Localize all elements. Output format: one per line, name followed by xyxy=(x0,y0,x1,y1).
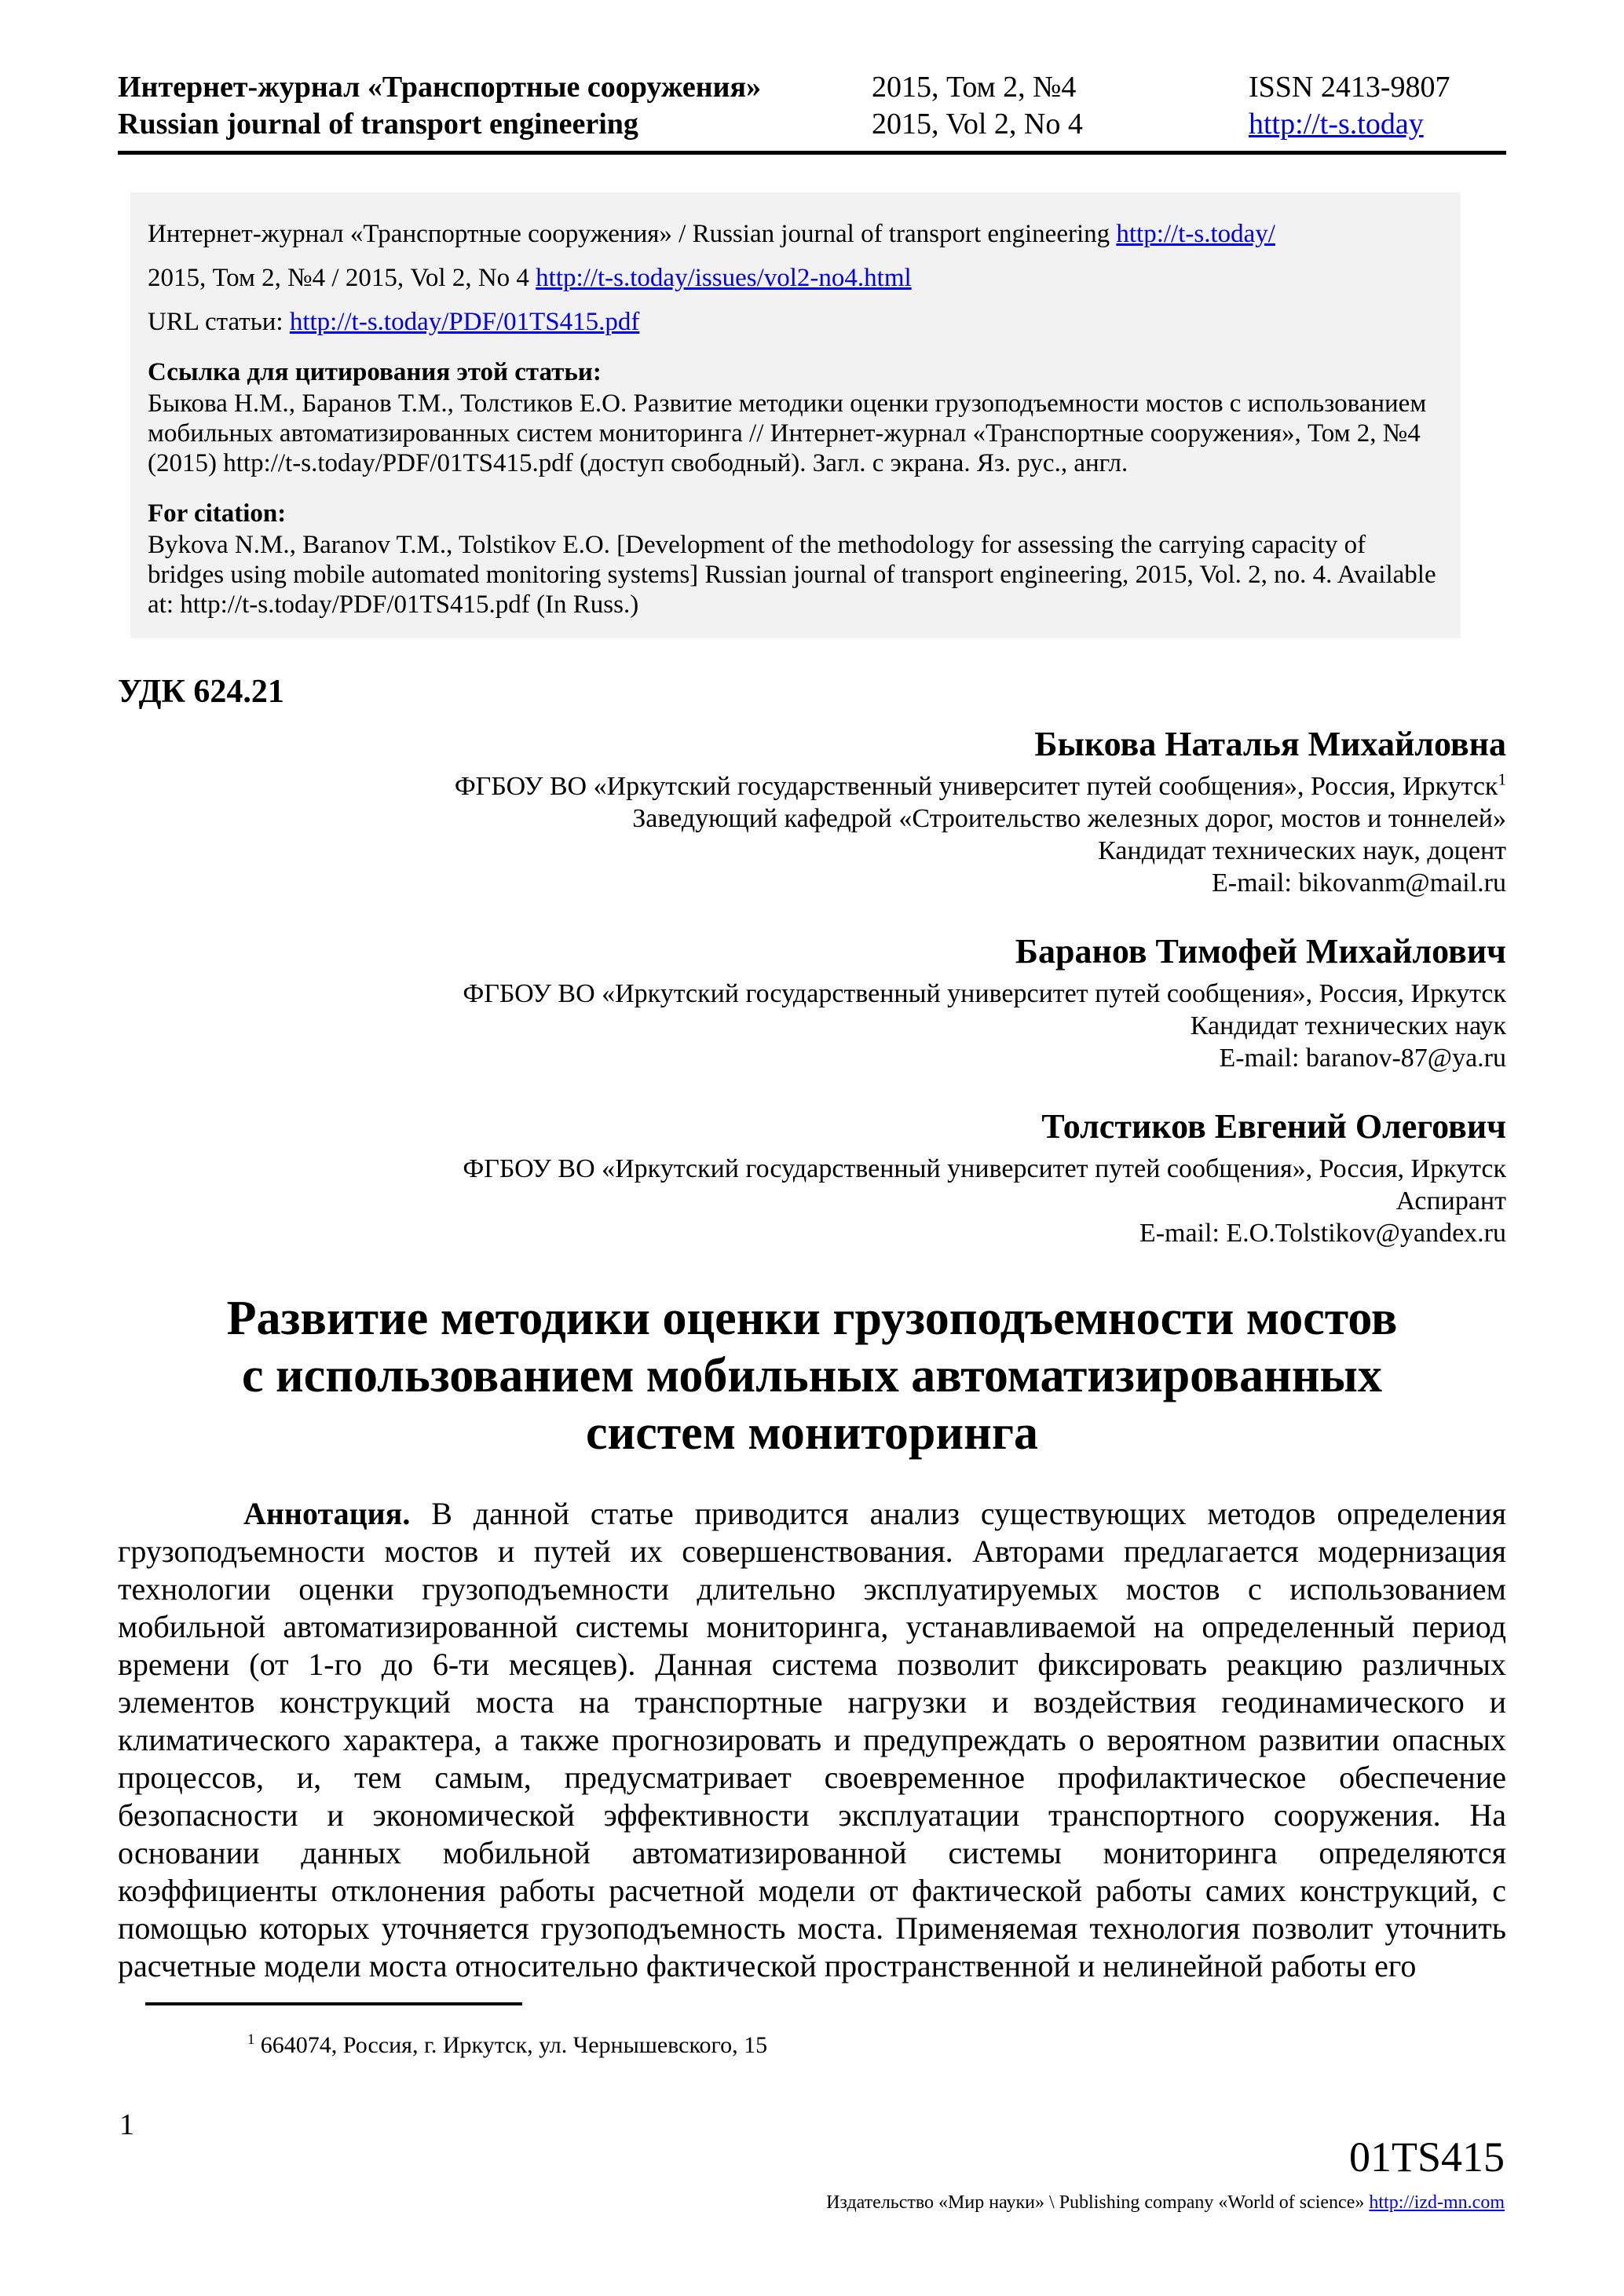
article-title-line-3: систем мониторинга xyxy=(585,1406,1039,1460)
article-title-line-1: Развитие методики оценки грузоподъемности мостов xyxy=(226,1292,1398,1345)
issn-number: ISSN 2413-9807 xyxy=(1249,71,1450,104)
author-3-email: E-mail: E.O.Tolstikov@yandex.ru xyxy=(1139,1219,1506,1248)
page-number: 1 xyxy=(119,2108,134,2141)
publisher-line xyxy=(826,2192,1505,2214)
journal-title-en: Russian journal of transport engineering xyxy=(118,108,638,141)
ru-citation-paragraph: Быкова Н.М., Баранов Т.М., Толстиков Е.О. Развитие методики оценки грузоподъемности мостов с использованием мобильных автоматизированных систем мониторинга // Интернет-журнал «Транспортные сооружения», Том 2, №4 (2015) http://t-s.today/PDF/01TS415.pdf (доступ свободный). Загл. с экрана. Яз. рус., англ. xyxy=(148,389,1427,477)
citation-box xyxy=(130,192,1461,638)
author-3-name: Толстиков Евгений Олегович xyxy=(1041,1107,1506,1146)
author-1-affiliation xyxy=(118,770,1506,803)
box-issue-link[interactable]: http://t-s.today/issues/vol2-no4.html xyxy=(536,264,912,292)
article-id: 01TS415 xyxy=(1348,2133,1505,2181)
author-1-email: E-mail: bikovanm@mail.ru xyxy=(1211,868,1506,898)
box-journal-link[interactable]: http://t-s.today/ xyxy=(1116,220,1275,248)
journal-title-block xyxy=(118,69,872,143)
journal-title-ru: Интернет-журнал «Транспортные сооружения» xyxy=(118,71,762,104)
author-1-degree: Кандидат технических наук, доцент xyxy=(1098,836,1506,865)
abstract-paragraph xyxy=(118,1495,1506,1985)
footnote-text xyxy=(118,2032,1506,2059)
author-1-name: Быкова Наталья Михайловна xyxy=(1034,725,1506,763)
abstract-label: Аннотация. xyxy=(243,1495,411,1531)
journal-site-link[interactable]: http://t-s.today xyxy=(1249,108,1424,141)
issn-block xyxy=(1249,69,1506,143)
box-journal-line xyxy=(148,219,1443,249)
article-title-line-2: с использованием мобильных автоматизированных xyxy=(242,1349,1382,1402)
author-3-affiliation: ФГБОУ ВО «Иркутский государственный университет путей сообщения», Россия, Иркутск xyxy=(463,1154,1506,1183)
author-3-degree: Аспирант xyxy=(1395,1186,1506,1216)
box-issue-line xyxy=(148,263,1443,293)
author-2-name: Баранов Тимофей Михайлович xyxy=(1015,932,1506,971)
box-article-pdf-link[interactable]: http://t-s.today/PDF/01TS415.pdf xyxy=(289,308,640,336)
running-head xyxy=(118,69,1506,155)
author-2-email: E-mail: baranov-87@ya.ru xyxy=(1219,1044,1506,1073)
issue-ru: 2015, Том 2, №4 xyxy=(872,71,1077,104)
footnote-area xyxy=(118,2002,1506,2059)
en-citation-heading: For citation: xyxy=(148,499,287,528)
author-1-position: Заведующий кафедрой «Строительство железных дорог, мостов и тоннелей» xyxy=(632,804,1506,833)
article-title xyxy=(118,1290,1506,1462)
author-block-2 xyxy=(118,930,1506,1074)
footnote-separator xyxy=(145,2002,522,2005)
footnote-mark: 1 xyxy=(247,2031,255,2048)
author-2-degree: Кандидат технических наук xyxy=(1190,1011,1506,1040)
publisher-text: Издательство «Мир науки» \ Publishing company «World of science» xyxy=(826,2192,1365,2213)
box-url-line xyxy=(148,307,1443,337)
box-journal-text: Интернет-журнал «Транспортные сооружения» / Russian journal of transport engineering xyxy=(148,220,1110,248)
author-2-affiliation: ФГБОУ ВО «Иркутский государственный университет путей сообщения», Россия, Иркутск xyxy=(463,979,1506,1008)
author-1-footnote-mark: 1 xyxy=(1498,770,1506,789)
ru-citation-heading: Ссылка для цитирования этой статьи: xyxy=(148,358,602,386)
udc-code: УДК 624.21 xyxy=(118,674,284,710)
issue-block xyxy=(872,69,1249,143)
author-1-affiliation-text: ФГБОУ ВО «Иркутский государственный университет путей сообщения», Россия, Иркутск xyxy=(454,772,1498,801)
footnote-body: 664074, Россия, г. Иркутск, ул. Чернышевского, 15 xyxy=(260,2031,768,2058)
box-issue-text: 2015, Том 2, №4 / 2015, Vol 2, No 4 xyxy=(148,264,529,292)
issue-en: 2015, Vol 2, No 4 xyxy=(872,108,1083,141)
publisher-link[interactable]: http://izd-mn.com xyxy=(1369,2192,1505,2213)
abstract-text: В данной статье приводится анализ существующих методов определения грузоподъемности мостов и путей их совершенствования. Авторами предлагается модернизация технологии оценки грузоподъемности длительно эксплуатируемых мостов с использованием мобильной автоматизированной системы мониторинга, устанавливаемой на определенный период времени (от 1-го до 6-ти месяцев). Данная система позволит фиксировать реакцию различных элементов конструкций моста на транспортные нагрузки и воздействия геодинамического и климатического характера, а также прогнозировать и предупреждать о вероятном развитии опасных процессов, и, тем самым, предусматривает своевременное профилактическое обеспечение безопасности и экономической эффективности эксплуатации транспортного сооружения. На основании данных мобильной автоматизированной системы мониторинга определяются коэффициенты отклонения работы расчетной модели от фактической работы самих конструкций, с помощью которых уточняется грузоподъемность моста. Применяемая технология позволит уточнить расчетные модели моста относительно фактической пространственной и нелинейной работы его xyxy=(118,1495,1507,1983)
author-block-3 xyxy=(118,1106,1506,1249)
en-citation-paragraph: Bykova N.M., Baranov T.M., Tolstikov E.O. [Development of the methodology for assessing the carrying capacity of bridges using mobile automated monitoring systems] Russian journal of transport engineering, 2015, Vol. 2, no. 4. Available at: http://t-s.today/PDF/01TS415.pdf (In Russ.) xyxy=(148,531,1436,619)
author-block-1 xyxy=(118,723,1506,899)
box-url-label: URL статьи: xyxy=(148,308,283,336)
